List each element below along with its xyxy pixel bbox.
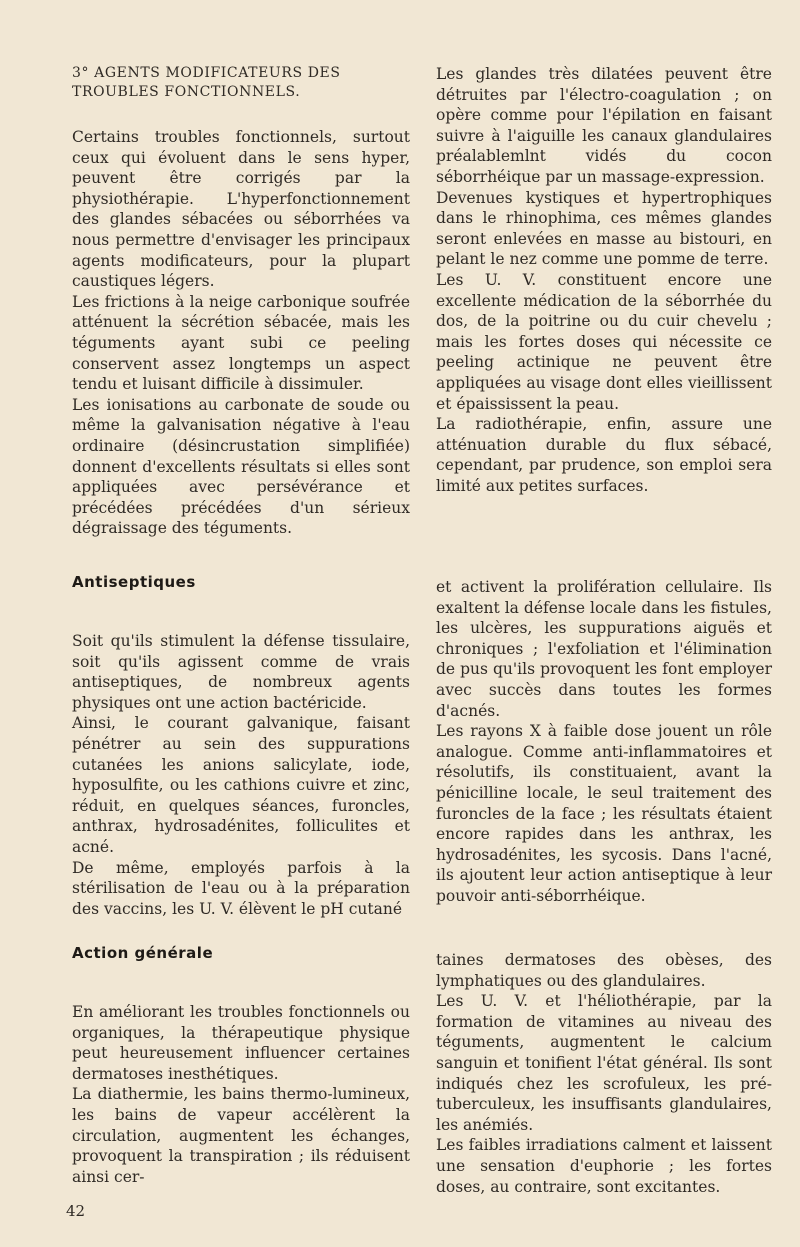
paragraph: Les rayons X à faible dose jouent un rôle analogue. Comme anti-inflammatoires et résolutifs, ils constituaient, avant la pénicilline locale, le seul traitement des furoncles de la face ; les résultats étaient encore rapides dans les anthrax, les hydrosadénites, les sycosis. Dans l'acné, ils ajoutent leur action antiseptique à leur pouvoir anti-séborrhéique. — [436, 722, 772, 905]
section-heading: Action générale — [72, 944, 214, 962]
page-number: 42 — [66, 1202, 86, 1220]
paragraph: De même, employés parfois à la stérilisation de l'eau ou à la préparation des vaccins, les U. V. élèvent le pH cutané — [72, 858, 410, 918]
left-column — [72, 944, 410, 1187]
paragraph: La radiothérapie, enfin, assure une atténuation durable du flux sébacé, cependant, par prudence, son emploi sera limité aux petites surfaces. — [436, 415, 772, 495]
right-column — [436, 64, 772, 496]
paragraph: et activent la prolifération cellulaire. Ils exaltent la défense locale dans les fistules, les ulcères, les suppurations aiguës et chroniques ; l'exfoliation et l'élimination de pus qu'ils provoquent les font employer avec succès dans toutes les formes d'acnés. — [436, 578, 772, 720]
paragraph: Les faibles irradiations calment et laissent une sensation d'euphorie ; les fortes doses, au contraire, sont excitantes. — [436, 1136, 772, 1196]
section-heading: Antiseptiques — [72, 573, 196, 591]
left-column — [72, 573, 410, 919]
paragraph: Devenues kystiques et hypertrophiques dans le rhinophima, ces mêmes glandes seront enlevées en masse au bistouri, en pelant le nez comme une pomme de terre. — [436, 188, 772, 269]
paragraph: Ainsi, le courant galvanique, faisant pénétrer au sein des suppurations cutanées les anions salicylate, iode, hyposulfite, ou les cathions cuivre et zinc, réduit, en quelques séances, furoncles, anthrax, hydrosadénites, folliculites et acné. — [72, 714, 410, 856]
paragraph: Soit qu'ils stimulent la défense tissulaire, soit qu'ils agissent comme de vrais antiseptiques, de nombreux agents physiques ont une action bactéricide. — [72, 632, 410, 712]
paragraph: Les ionisations au carbonate de soude ou même la galvanisation négative à l'eau ordinaire (désincrustation simplifiée) donnent d'excellents résultats si elles sont appliquées avec persévérance et précédées précédées d'un sérieux dégraissage des téguments. — [72, 395, 410, 538]
paragraph: Les U. V. et l'héliothérapie, par la formation de vitamines au niveau des téguments, augmentent le calcium sanguin et tonifient l'état général. Ils sont indiqués chez les scrofuleux, les pré-tuberculeux, les insuffisants glandulaires, les anémiés. — [436, 992, 772, 1134]
section-heading: 3° AGENTS MODIFICATEURS DES TROUBLES FONCTIONNELS. — [72, 65, 341, 100]
paragraph: Les glandes très dilatées peuvent être détruites par l'électro-coagulation ; on opère comme pour l'épilation en faisant suivre à l'aiguille les canaux glandulaires préalablemlnt vidés du cocon séborrhéique par un massage-expression. — [436, 65, 772, 186]
paragraph: Les frictions à la neige carbonique soufrée atténuent la sécrétion sébacée, mais les téguments ayant subi ce peeling conservent assez longtemps un aspect tendu et luisant difficile à dissimuler. — [72, 292, 410, 394]
right-column — [436, 577, 772, 907]
paragraph: Les U. V. constituent encore une excellente médication de la séborrhée du dos, de la poitrine ou du cuir chevelu ; mais les fortes doses qui nécessite ce peeling actinique ne peuvent être appliquées au visage dont elles vieillissent et épaississent la peau. — [436, 270, 772, 413]
paragraph: taines dermatoses des obèses, des lymphatiques ou des glandulaires. — [436, 951, 772, 990]
paragraph: Certains troubles fonctionnels, surtout ceux qui évoluent dans le sens hyper, peuvent être corrigés par la physiothérapie. L'hyperfonctionnement des glandes sébacées ou séborrhées va nous permettre d'envisager les principaux agents modificateurs, pour la plupart caustiques légers. — [72, 128, 410, 291]
paragraph: La diathermie, les bains thermo-lumineux, les bains de vapeur accélèrent la circulation, augmentent les échanges, provoquent la transpiration ; ils réduisent ainsi cer- — [72, 1085, 410, 1186]
right-column — [436, 950, 772, 1197]
left-column — [72, 64, 410, 539]
paragraph: En améliorant les troubles fonctionnels ou organiques, la thérapeutique physique peut heureusement influencer certaines dermatoses inesthétiques. — [72, 1003, 410, 1083]
